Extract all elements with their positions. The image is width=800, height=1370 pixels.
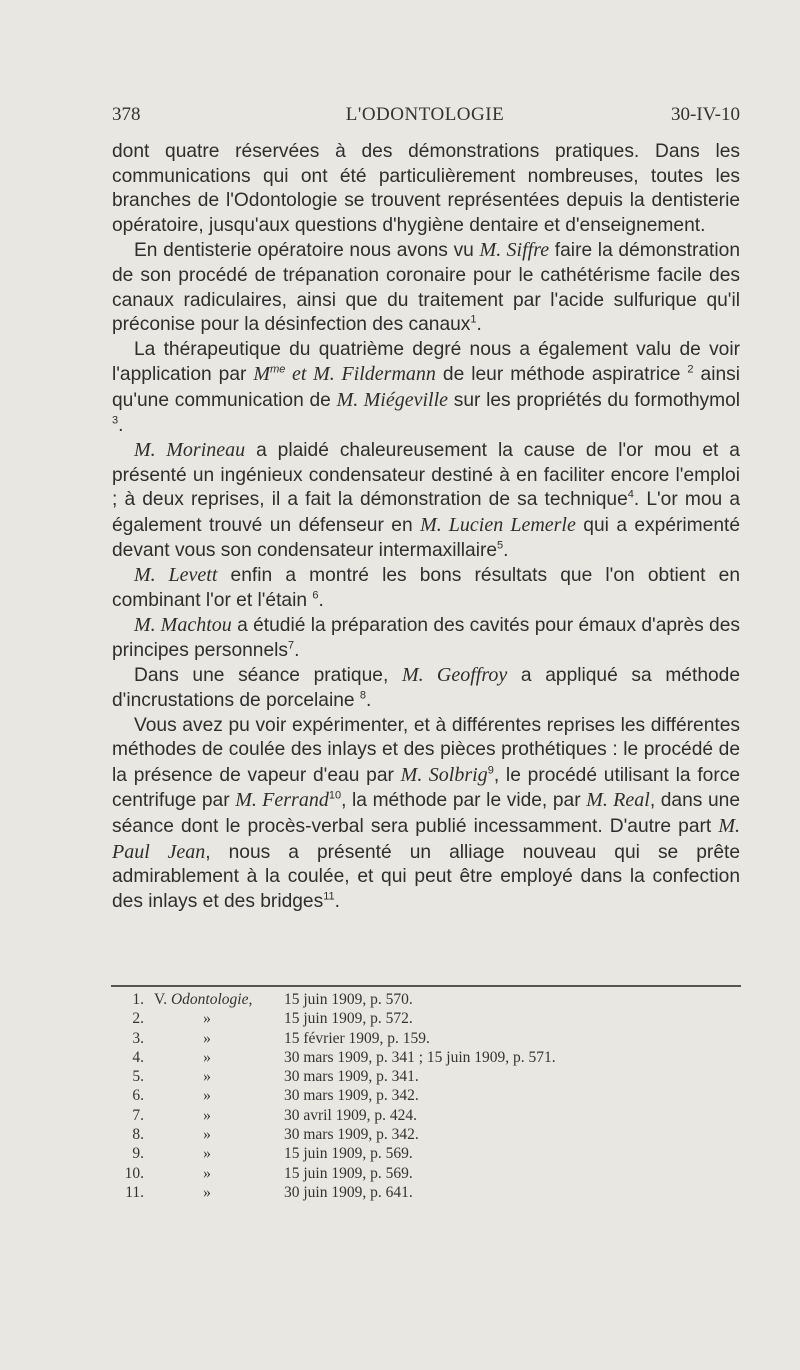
italic-name: M. Lucien Lemerle [420, 513, 576, 536]
text-run: a appliqué sa méthode d'incrustations de porcelaine [112, 665, 740, 712]
footnotes [118, 990, 658, 1202]
text-run: . [503, 539, 509, 561]
ditto-mark: » [203, 1087, 211, 1105]
footnote-ref: me [270, 363, 286, 376]
footnote-item [118, 1144, 658, 1163]
page-number: 378 [112, 104, 141, 125]
italic-name: M. Levett [134, 564, 218, 587]
footnote-ref: 8 [359, 689, 367, 702]
paragraph [112, 714, 740, 915]
footnote-number: 6. [132, 1087, 144, 1105]
text-run: . [294, 639, 300, 661]
footnote-number: 4. [132, 1048, 144, 1066]
footnote-number: 10. [124, 1164, 144, 1182]
footnote-ref: 4 [627, 488, 634, 501]
ditto-mark: » [203, 1183, 211, 1201]
footnote-text: 15 juin 1909, p. 570. [284, 991, 413, 1008]
footnote-text: 15 juin 1909, p. 569. [284, 1145, 413, 1163]
ditto-mark: » [203, 1126, 211, 1144]
footnote-item [118, 1183, 658, 1202]
footnote-number: 3. [132, 1029, 144, 1047]
footnote-item [118, 990, 658, 1009]
footnote-number: 7. [132, 1106, 144, 1124]
footnote-number: 11. [125, 1183, 144, 1201]
text-run: sur les propriétés du formothymol [448, 389, 741, 411]
footnote-ref: 10 [328, 790, 342, 803]
text-run: a plaidé chaleureusement la cause de l'or mou et a présenté un ingénieux condensateur destiné à en faciliter encore l'emploi ; à deux reprises, il a fait la démonstration de sa technique [112, 440, 740, 511]
ditto-mark: » [203, 1106, 211, 1124]
footnote-item [118, 1086, 658, 1105]
footnote-ref: 1 [470, 313, 477, 326]
footnote-text: 15 juin 1909, p. 572. [284, 1010, 413, 1028]
italic-name: M. Solbrig [400, 763, 488, 786]
footnote-text: 30 mars 1909, p. 342. [284, 1126, 419, 1144]
footnote-ref: 7 [288, 639, 295, 652]
text-run: La thérapeutique du quatrième degré nous a également valu de voir l'application par [112, 338, 740, 386]
ditto-mark: » [203, 1145, 211, 1163]
text-run: , le procédé utilisant la force centrifuge par [112, 764, 740, 812]
text-run: , nous a présenté un alliage nouveau qui se prête admirablement à la coulée, et qui peut être employé dans la confection des inlays et des bridges [112, 841, 740, 912]
footnote-text: 30 mars 1909, p. 341 ; 15 juin 1909, p. 571. [284, 1048, 556, 1066]
ditto-mark: » [203, 1164, 211, 1182]
footnote-item [118, 1067, 658, 1086]
footnote-text: 30 mars 1909, p. 341. [284, 1068, 419, 1086]
text-run: de leur méthode aspiratrice [435, 364, 688, 386]
source-title: Odontologie, [170, 991, 253, 1008]
text-run: a étudié la préparation des cavités pour émaux d'après des principes personnels [112, 615, 740, 661]
footnote-item [118, 1009, 658, 1028]
footnote-ref: 5 [497, 539, 504, 552]
text-run: dont quatre réservées à des démonstrations pratiques. Dans les communications qui ont été particulièrement nombreuses, toutes les branches de l'Odontologie se trouvent représentées depuis la dentisterie opératoire, jusqu'aux questions d'hygiène dentaire et d'enseignement. [112, 141, 740, 236]
text-run: ainsi qu'une communication de [112, 364, 741, 411]
italic-name: M [253, 363, 271, 386]
paragraph [112, 563, 740, 613]
ditto-mark: » [203, 1068, 211, 1086]
text-run: , dans une séance dont le procès-verbal sera publié incessamment. D'autre part [112, 790, 740, 838]
italic-name: M. Ferrand [235, 789, 329, 812]
footnote-ref: 3 [112, 414, 119, 427]
text-run: . [318, 589, 324, 611]
issue-date: 30-IV-10 [671, 104, 740, 125]
paragraph [112, 140, 740, 238]
text-run: qui a expérimenté devant vous son condensateur intermaxillaire [112, 514, 740, 561]
paragraph [112, 438, 740, 563]
footnote-text: 30 juin 1909, p. 641. [284, 1183, 413, 1201]
footnote-number: 9. [132, 1145, 144, 1163]
paragraph [112, 663, 740, 713]
italic-name: et M. Fildermann [285, 363, 436, 386]
footnote-ref: 2 [687, 363, 694, 376]
footnote-item [118, 1048, 658, 1067]
paragraph [112, 613, 740, 663]
italic-name: M. Machtou [134, 614, 232, 637]
footnote-item [118, 1164, 658, 1183]
italic-name: M. Morineau [134, 439, 246, 462]
text-run: . [118, 414, 124, 436]
ditto-mark: » [203, 1048, 211, 1066]
running-title: L'ODONTOLOGIE [345, 104, 505, 125]
text-run: faire la démonstration de son procédé de trépanation coronaire pour le cathétérisme facile des canaux radiculaires, ainsi que du traitement par l'acide sulfurique qu'il préconise pour la désinfection des canaux [112, 240, 740, 336]
source-prefix: V. [154, 991, 171, 1008]
footnote-number: 5. [132, 1068, 144, 1086]
footnote-text: 15 février 1909, p. 159. [284, 1029, 430, 1047]
footnote-item [118, 1125, 658, 1144]
ditto-mark: » [203, 1010, 211, 1028]
page-header [110, 104, 740, 132]
footnote-number: 8. [132, 1126, 144, 1144]
footnote-ref: 9 [487, 764, 494, 777]
paragraph [112, 338, 740, 438]
footnote-item [118, 1106, 658, 1125]
italic-name: M. Paul Jean [112, 815, 740, 863]
italic-name: M. Geoffroy [401, 664, 508, 687]
footnote-ref: 6 [312, 589, 319, 602]
footnote-item [118, 1029, 658, 1048]
footnote-text: 30 mars 1909, p. 342. [284, 1087, 419, 1105]
ditto-mark: » [203, 1029, 211, 1047]
footnote-text: 15 juin 1909, p. 569. [284, 1164, 413, 1182]
text-run: Vous avez pu voir expérimenter, et à différentes reprises les différentes méthodes de coulée des inlays et des pièces prothétiques : le procédé de la présence de vapeur d'eau par [112, 714, 740, 786]
paragraph [112, 238, 740, 337]
footnote-number: 2. [132, 1010, 144, 1028]
footnote-number: 1. [132, 991, 144, 1008]
footnote-ref: 11 [323, 890, 335, 903]
italic-name: M. Miégeville [336, 388, 449, 411]
text-run: Dans une séance pratique, [134, 665, 402, 687]
article-body [112, 140, 740, 914]
text-run: . L'or mou a également trouvé un défenseur en [112, 489, 741, 536]
text-run: . [476, 314, 482, 336]
text-run: En dentisterie opératoire nous avons vu [134, 240, 480, 262]
text-run: . [366, 690, 372, 712]
footnote-source [154, 990, 252, 1009]
italic-name: M. Real [586, 789, 650, 812]
italic-name: M. Siffre [479, 239, 550, 262]
text-run: , la méthode par le vide, par [341, 790, 587, 812]
text-run: enfin a montré les bons résultats que l'on obtient en combinant l'or et l'étain [112, 565, 740, 611]
footnote-text: 30 avril 1909, p. 424. [284, 1106, 418, 1124]
footnote-rule [111, 985, 741, 987]
text-run: . [334, 890, 340, 912]
